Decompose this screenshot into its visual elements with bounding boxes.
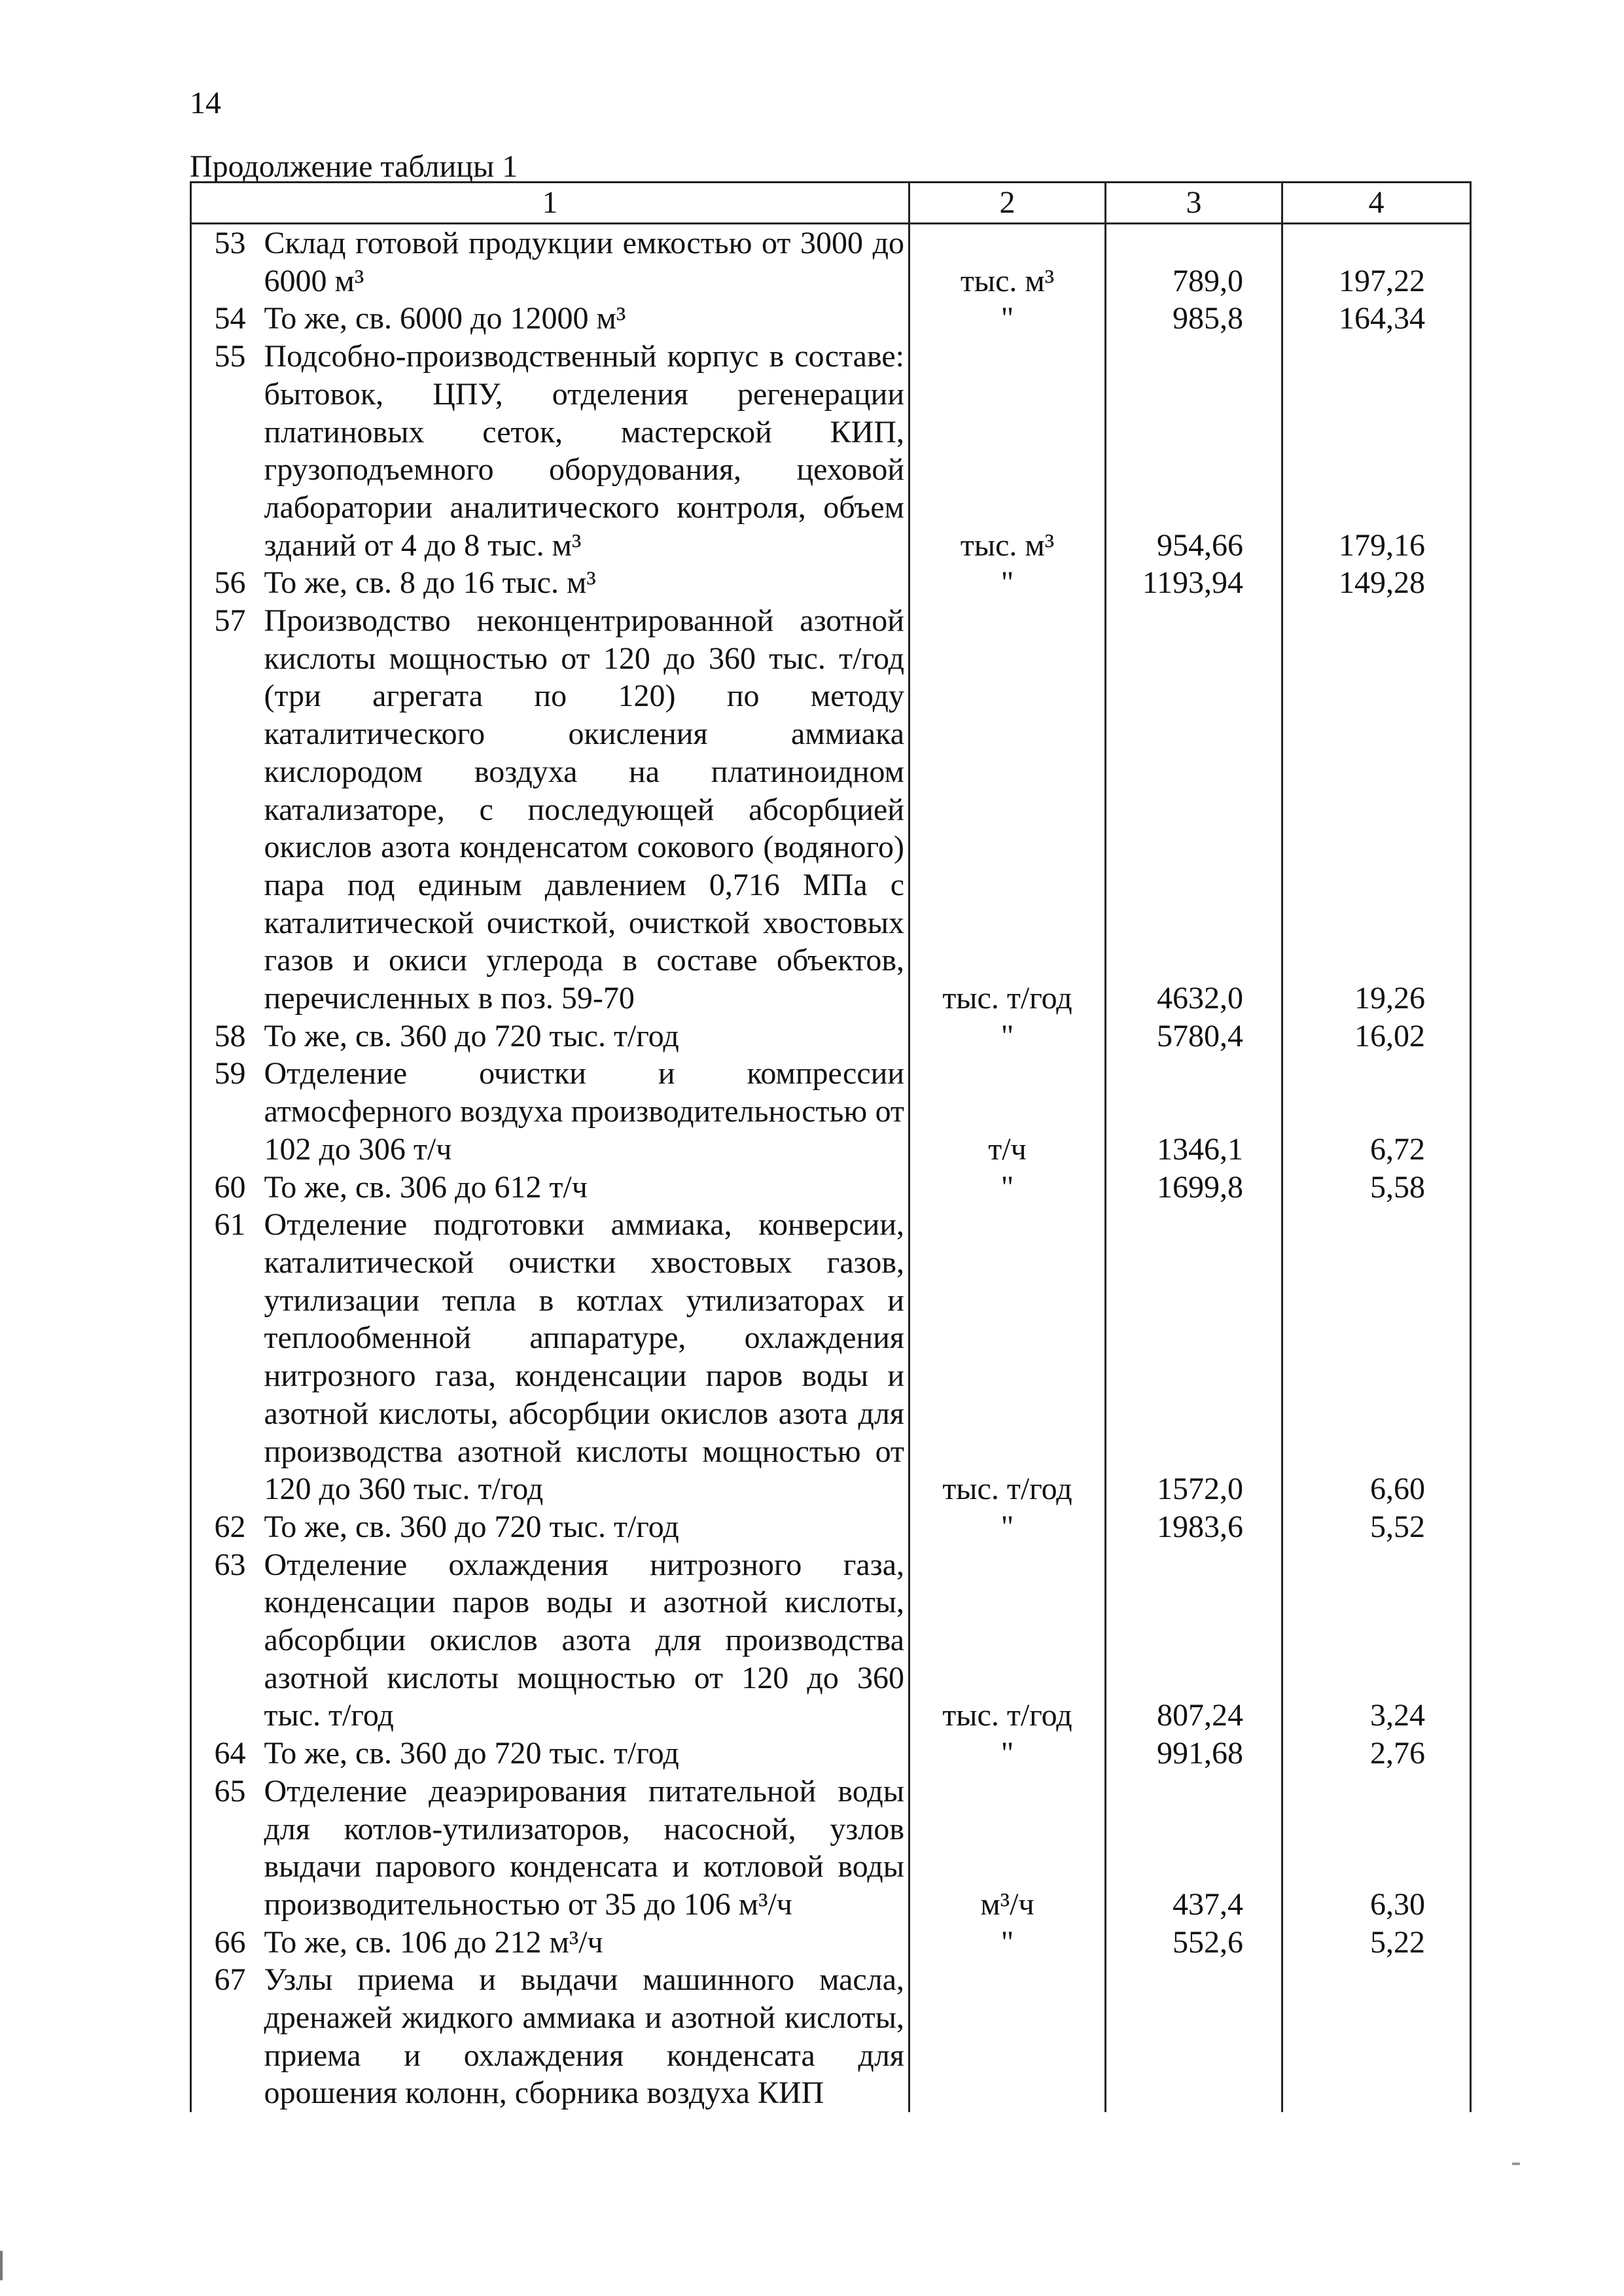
cost-table — [190, 181, 1472, 2112]
row-number: 65 — [191, 1773, 264, 1924]
scan-mark — [1512, 2163, 1520, 2165]
row-unit: тыс. т/год — [909, 1206, 1106, 1508]
row-value-3: 954,66 — [1106, 338, 1282, 564]
row-unit: м³/ч — [909, 1773, 1106, 1924]
row-name: То же, св. 360 до 720 тыс. т/год — [264, 1735, 909, 1773]
row-unit: " — [909, 1017, 1106, 1055]
row-value-4: 5,22 — [1282, 1924, 1471, 1962]
row-value-4: 3,24 — [1282, 1546, 1471, 1735]
row-value-3: 1193,94 — [1106, 564, 1282, 602]
header-col-2: 2 — [909, 183, 1106, 224]
row-name: То же, св. 106 до 212 м³/ч — [264, 1924, 909, 1962]
table-row — [191, 1508, 1471, 1546]
row-value-4: 164,34 — [1282, 300, 1471, 338]
row-value-3: 4632,0 — [1106, 602, 1282, 1017]
row-number: 54 — [191, 300, 264, 338]
row-unit — [909, 1961, 1106, 2112]
row-value-3: 1346,1 — [1106, 1055, 1282, 1168]
row-name: Отделение деаэрирования питательной воды для котлов-утилизаторов, насосной, узлов выдачи парового конденсата и котловой воды производительностью от 35 до 106 м³/ч — [264, 1773, 909, 1924]
row-value-3: 5780,4 — [1106, 1017, 1282, 1055]
table-row — [191, 1735, 1471, 1773]
row-value-4: 2,76 — [1282, 1735, 1471, 1773]
row-value-3: 437,4 — [1106, 1773, 1282, 1924]
table-row — [191, 1924, 1471, 1962]
scan-edge-mark — [0, 2251, 3, 2280]
row-value-3: 789,0 — [1106, 224, 1282, 300]
row-name: Подсобно-производственный корпус в составе: бытовок, ЦПУ, отделения регенерации платиновых сеток, мастерской КИП, грузоподъемного оборудования, цеховой лаборатории аналитического контроля, объем зданий от 4 до 8 тыс. м³ — [264, 338, 909, 564]
table-row — [191, 1055, 1471, 1168]
table-row — [191, 300, 1471, 338]
row-unit: " — [909, 1508, 1106, 1546]
row-number: 58 — [191, 1017, 264, 1055]
row-value-3: 991,68 — [1106, 1735, 1282, 1773]
row-unit: тыс. т/год — [909, 1546, 1106, 1735]
table-row — [191, 224, 1471, 300]
header-col-1: 1 — [191, 183, 909, 224]
row-value-4: 5,58 — [1282, 1169, 1471, 1207]
row-value-4: 6,30 — [1282, 1773, 1471, 1924]
table-header — [191, 183, 1471, 224]
table-row — [191, 602, 1471, 1017]
row-unit: " — [909, 564, 1106, 602]
row-value-4: 19,26 — [1282, 602, 1471, 1017]
row-name: То же, св. 360 до 720 тыс. т/год — [264, 1508, 909, 1546]
header-col-4: 4 — [1282, 183, 1471, 224]
row-name: То же, св. 8 до 16 тыс. м³ — [264, 564, 909, 602]
row-number: 66 — [191, 1924, 264, 1962]
row-number: 56 — [191, 564, 264, 602]
row-unit: тыс. м³ — [909, 224, 1106, 300]
row-unit: тыс. м³ — [909, 338, 1106, 564]
row-value-4 — [1282, 1961, 1471, 2112]
row-value-3: 1699,8 — [1106, 1169, 1282, 1207]
row-unit: " — [909, 300, 1106, 338]
row-value-4: 149,28 — [1282, 564, 1471, 602]
table-row — [191, 564, 1471, 602]
row-name: Отделение подготовки аммиака, конверсии, каталитической очистки хвостовых газов, утилизации тепла в котлах утилизаторах и теплообменной аппаратуре, охлаждения нитрозного газа, конденсации паров воды и азотной кислоты, абсорбции окислов азота для производства азотной кислоты мощностью от 120 до 360 тыс. т/год — [264, 1206, 909, 1508]
row-value-3: 807,24 — [1106, 1546, 1282, 1735]
row-value-4: 5,52 — [1282, 1508, 1471, 1546]
row-name: То же, св. 306 до 612 т/ч — [264, 1169, 909, 1207]
table-row — [191, 1961, 1471, 2112]
row-value-4: 6,72 — [1282, 1055, 1471, 1168]
row-name: То же, св. 6000 до 12000 м³ — [264, 300, 909, 338]
row-unit: " — [909, 1735, 1106, 1773]
row-value-4: 179,16 — [1282, 338, 1471, 564]
table-caption: Продолжение таблицы 1 — [190, 149, 518, 184]
row-value-4: 6,60 — [1282, 1206, 1471, 1508]
row-value-3: 552,6 — [1106, 1924, 1282, 1962]
table-row — [191, 1773, 1471, 1924]
row-name: Узлы приема и выдачи машинного масла, дренажей жидкого аммиака и азотной кислоты, приема и охлаждения конденсата для орошения колонн, сборника воздуха КИП — [264, 1961, 909, 2112]
row-number: 53 — [191, 224, 264, 300]
row-value-3: 985,8 — [1106, 300, 1282, 338]
row-name: Отделение очистки и компрессии атмосферного воздуха производительностью от 102 до 306 т/ч — [264, 1055, 909, 1168]
row-number: 67 — [191, 1961, 264, 2112]
row-value-3: 1572,0 — [1106, 1206, 1282, 1508]
table-row — [191, 1206, 1471, 1508]
row-number: 57 — [191, 602, 264, 1017]
header-col-3: 3 — [1106, 183, 1282, 224]
row-name: Склад готовой продукции емкостью от 3000 до 6000 м³ — [264, 224, 909, 300]
row-number: 59 — [191, 1055, 264, 1168]
row-unit: " — [909, 1169, 1106, 1207]
table-body — [191, 224, 1471, 2113]
row-number: 61 — [191, 1206, 264, 1508]
row-name: Производство неконцентрированной азотной кислоты мощностью от 120 до 360 тыс. т/год (три агрегата по 120) по методу каталитического окисления аммиака кислородом воздуха на платиноидном катализаторе, с последующей абсорбцией окислов азота конденсатом сокового (водяного) пара под единым давлением 0,716 МПа с каталитической очисткой, очисткой хвостовых газов и окиси углерода в составе объектов, перечисленных в поз. 59-70 — [264, 602, 909, 1017]
row-value-4: 197,22 — [1282, 224, 1471, 300]
row-unit: тыс. т/год — [909, 602, 1106, 1017]
header-row — [191, 183, 1471, 224]
row-number: 63 — [191, 1546, 264, 1735]
row-value-3 — [1106, 1961, 1282, 2112]
table-row — [191, 1017, 1471, 1055]
row-name: Отделение охлаждения нитрозного газа, конденсации паров воды и азотной кислоты, абсорбции окислов азота для производства азотной кислоты мощностью от 120 до 360 тыс. т/год — [264, 1546, 909, 1735]
row-name: То же, св. 360 до 720 тыс. т/год — [264, 1017, 909, 1055]
row-unit: т/ч — [909, 1055, 1106, 1168]
row-value-4: 16,02 — [1282, 1017, 1471, 1055]
row-number: 55 — [191, 338, 264, 564]
row-unit: " — [909, 1924, 1106, 1962]
row-number: 64 — [191, 1735, 264, 1773]
table-row — [191, 338, 1471, 564]
page-number: 14 — [190, 86, 221, 120]
row-number: 62 — [191, 1508, 264, 1546]
row-number: 60 — [191, 1169, 264, 1207]
table-row — [191, 1546, 1471, 1735]
table-row — [191, 1169, 1471, 1207]
row-value-3: 1983,6 — [1106, 1508, 1282, 1546]
